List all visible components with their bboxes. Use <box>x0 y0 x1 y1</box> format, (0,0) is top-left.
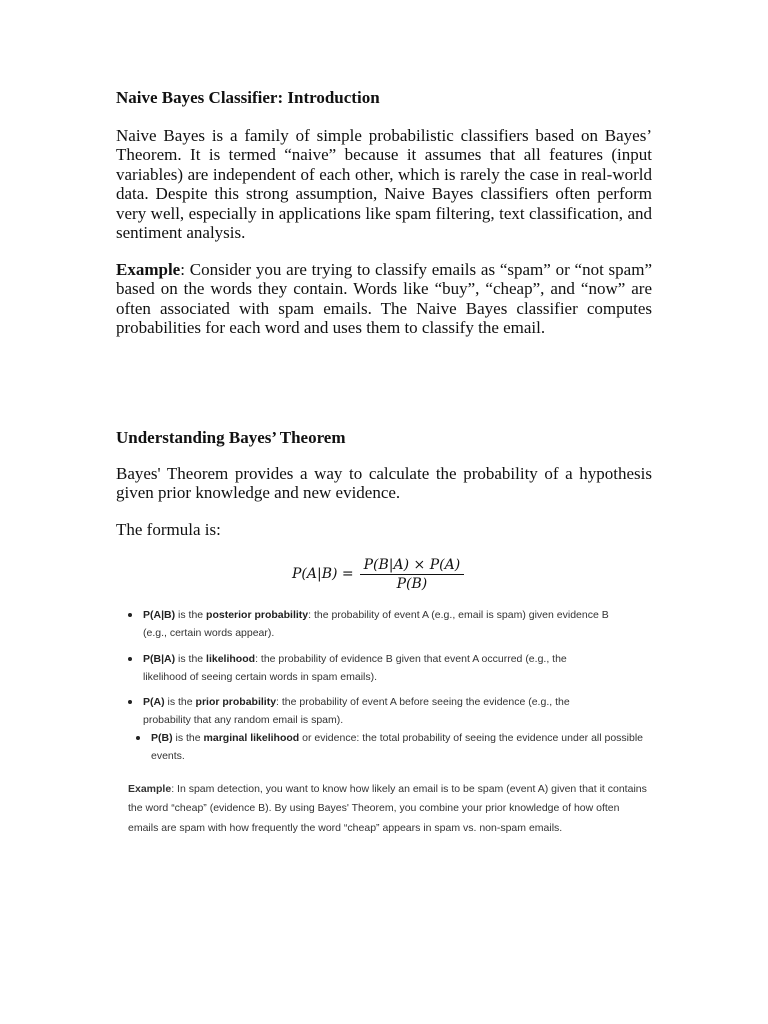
spam-example-paragraph <box>128 780 648 838</box>
bullet-mid: is the <box>175 609 207 621</box>
bullet-text: : the probability of evidence B given that event A occurred (e.g., the likelihood of seeing certain words in spam emails). <box>143 653 567 683</box>
bullet-term: P(A|B) <box>143 609 176 621</box>
bullet-text: : the probability of event A before seeing the evidence (e.g., the probability that any random email is spam). <box>143 696 570 726</box>
section-heading-bayes: Understanding Bayes’ Theorem <box>116 428 346 447</box>
bullet-term: P(B) <box>151 732 173 744</box>
bullet-mid: is the <box>172 732 204 744</box>
formula-numerator: P(B|A) × P(A) <box>360 557 465 575</box>
bullet-bold: prior probability <box>195 696 277 708</box>
example-text: : Consider you are trying to classify emails as “spam” or “not spam” based on the words they contain. Words like “buy”, “cheap”, and “now” are often associated with spam emails. The Naive Bayes classifier computes probabilities for each word and uses them to classify the email. <box>116 260 652 338</box>
section-heading-intro: Naive Bayes Classifier: Introduction <box>116 88 380 107</box>
bullet-text: or evidence: the total probability of seeing the evidence under all possible events. <box>151 732 644 762</box>
bayes-formula <box>292 556 464 592</box>
bullet-mid: is the <box>175 653 207 665</box>
bayes-paragraph: Bayes' Theorem provides a way to calculate the probability of a hypothesis given prior knowledge and new evidence. <box>116 464 652 503</box>
bullet-icon <box>128 613 132 617</box>
bullet-icon <box>128 657 132 661</box>
list-item <box>143 650 613 686</box>
bullet-icon <box>136 736 140 740</box>
formula-denominator: P(B) <box>396 575 428 592</box>
embedded-screenshot <box>118 596 652 858</box>
example-label: Example <box>116 260 181 279</box>
bullet-bold: posterior probability <box>206 609 309 621</box>
bullet-icon <box>128 700 132 704</box>
bullet-bold: likelihood <box>206 653 256 665</box>
formula-intro: The formula is: <box>116 520 221 539</box>
list-item <box>151 729 647 765</box>
list-item <box>143 606 613 642</box>
bullet-text: : the probability of event A (e.g., email is spam) given evidence B (e.g., certain words appear). <box>143 609 609 639</box>
formula-fraction <box>360 557 465 592</box>
bullet-mid: is the <box>164 696 196 708</box>
bullet-term: P(B|A) <box>143 653 176 665</box>
formula-lhs: P(A|B) = <box>292 566 354 582</box>
example-paragraph <box>116 260 652 338</box>
bullet-bold: marginal likelihood <box>203 732 300 744</box>
example-label: Example <box>128 783 172 795</box>
intro-paragraph: Naive Bayes is a family of simple probabilistic classifiers based on Bayes’ Theorem. It is termed “naive” because it assumes that all features (input variables) are independent of each other, which is rarely the case in real-world data. Despite this strong assumption, Naive Bayes classifiers often perform very well, especially in applications like spam filtering, text classification, and sentiment analysis. <box>116 126 652 243</box>
example-text: : In spam detection, you want to know how likely an email is to be spam (event A) given that it contains the word “cheap” (evidence B). By using Bayes' Theorem, you combine your prior knowledge of how often emails are spam with how frequently the word “cheap” appears in spam vs. non-spam emails. <box>128 783 647 834</box>
list-item <box>143 693 613 729</box>
bullet-term: P(A) <box>143 696 165 708</box>
